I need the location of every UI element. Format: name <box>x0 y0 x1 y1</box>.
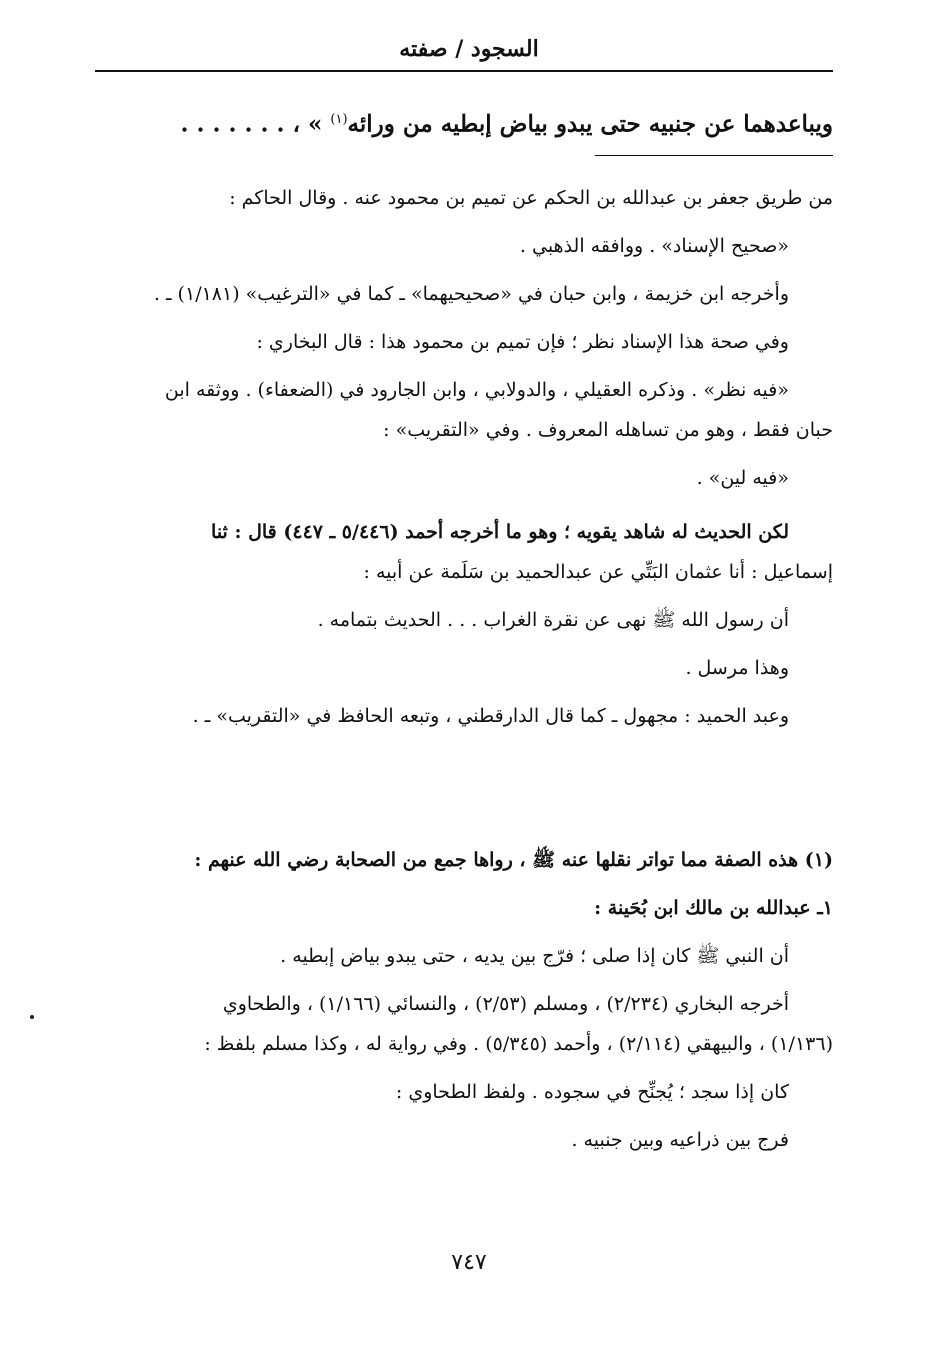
lead-trailing: » ، . . . . . . . <box>180 110 323 138</box>
body-line: وأخرجه ابن خزيمة ، وابن حبان في «صحيحيهما» ـ كما في «الترغيب» (١/١٨١) ـ . <box>153 283 789 305</box>
main-text <box>95 178 833 736</box>
lead-hadith-text <box>93 100 833 145</box>
body-line: من طريق جعفر بن عبدالله بن الحكم عن تميم بن محمود عنه . وقال الحاكم : <box>229 187 833 209</box>
running-header: السجود / صفته <box>399 36 539 62</box>
body-line: «صحيح الإسناد» . ووافقه الذهبي . <box>519 235 789 257</box>
footnote-line: ١ـ عبدالله بن مالك ابن بُحَينة : <box>594 897 833 919</box>
body-line: وهذا مرسل . <box>685 657 789 679</box>
lead-underline <box>595 155 833 156</box>
footnote-mark: (١) <box>330 112 348 127</box>
body-line: حبان فقط ، وهو من تساهله المعروف . وفي «التقريب» : <box>383 419 833 441</box>
body-line: وفي صحة هذا الإسناد نظر ؛ فإن تميم بن محمود هذا : قال البخاري : <box>256 331 789 353</box>
body-line: أن رسول الله ﷺ نهى عن نقرة الغراب . . . الحديث بتمامه . <box>317 609 789 631</box>
footnote-section <box>95 840 833 1160</box>
body-line: «فيه لين» . <box>696 467 789 489</box>
body-line: لكن الحديث له شاهد يقويه ؛ وهو ما أخرجه أحمد (٥/٤٤٦ ـ ٤٤٧) قال : ثنا <box>211 521 789 543</box>
footnote-line: فرج بين ذراعيه وبين جنبيه . <box>571 1129 789 1151</box>
body-line: إسماعيل : أنا عثمان البَتِّي عن عبدالحميد بن سَلَمة عن أبيه : <box>363 561 833 583</box>
footnote-line: (١) هذه الصفة مما تواتر نقلها عنه ﷺ ، رواها جمع من الصحابة رضي الله عنهم : <box>194 849 833 871</box>
header-rule <box>95 70 833 72</box>
body-line: وعبد الحميد : مجهول ـ كما قال الدارقطني ، وتبعه الحافظ في «التقريب» ـ . <box>192 705 789 727</box>
scan-speck <box>30 1015 34 1019</box>
body-line: «فيه نظر» . وذكره العقيلي ، والدولابي ، وابن الجارود في (الضعفاء) . ووثقه ابن <box>164 379 789 401</box>
footnote-line: أخرجه البخاري (٢/٢٣٤) ، ومسلم (٢/٥٣) ، والنسائي (١/١٦٦) ، والطحاوي <box>222 993 789 1015</box>
page-number: ٧٤٧ <box>451 1250 487 1275</box>
footnote-line: أن النبي ﷺ كان إذا صلى ؛ فرّج بين يديه ، حتى يبدو بياض إبطيه . <box>280 945 789 967</box>
footnote-line: كان إذا سجد ؛ يُجنِّح في سجوده . ولفظ الطحاوي : <box>395 1081 789 1103</box>
lead-text: ويباعدهما عن جنبيه حتى يبدو بياض إبطيه من ورائه <box>347 110 833 138</box>
footnote-line: (١/١٣٦) ، والبيهقي (٢/١١٤) ، وأحمد (٥/٣٤٥) . وفي رواية له ، وكذا مسلم بلفظ : <box>204 1033 833 1055</box>
